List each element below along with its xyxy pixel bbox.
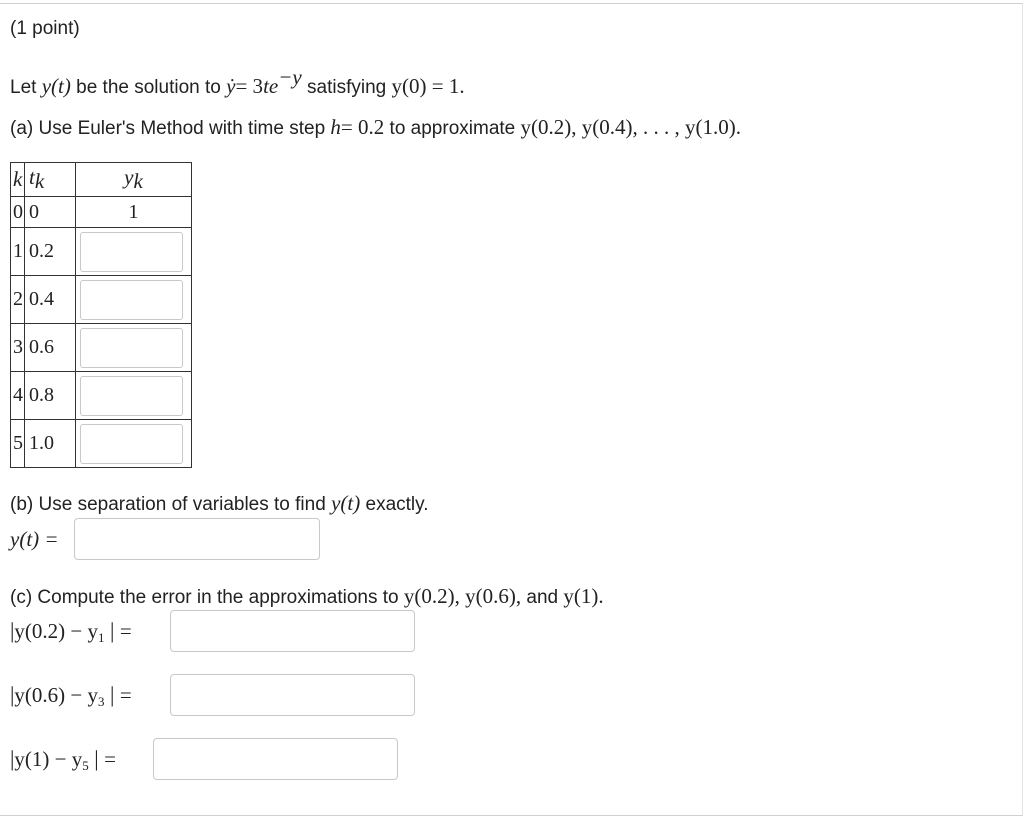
euler-header-row [11,163,192,197]
table-row [11,276,192,324]
header-t-sub: k [34,169,45,193]
table-row [11,197,192,228]
part-a-statement [10,114,741,142]
e1-eq: = [119,619,132,643]
error-label-2: $|y(0.6) - y_3$ | = [10,682,132,709]
e2-sub: 3 [98,694,105,709]
e3-eq: = [104,747,116,771]
row4-k: 4 [11,372,25,420]
table-row [11,420,192,468]
points-label: (1 point) [10,18,80,39]
part-c-pre: (c) Compute the error in the approximations to [10,587,399,608]
error-label-3: $|y(1) - y_5$ | = [10,746,116,773]
y1-input[interactable] [80,232,183,272]
y3-input[interactable] [80,328,183,368]
intro-yt: y(t) [41,74,71,98]
y2-input[interactable] [80,280,183,320]
part-b-yt: y(t) [331,491,361,515]
e1-sub: 1 [98,630,105,645]
header-y-sub: k [133,169,143,193]
euler-table [10,162,192,468]
intro-mid: be the solution to [76,77,221,98]
error-1-input[interactable] [170,610,415,652]
e1-inner: y(0.2) − y [14,619,98,643]
row1-k: 1 [11,228,25,276]
part-c-last: y(1). [563,584,604,608]
part-c-targets: y(0.2), y(0.6), [403,584,522,608]
row5-t: 1.0 [25,420,76,468]
y4-input[interactable] [80,376,183,416]
row2-k: 2 [11,276,25,324]
intro-eq: = 3 [235,74,264,98]
part-a-hval: = 0.2 [340,115,385,139]
part-a-h: h [330,115,341,139]
e2-inner: y(0.6) − y [14,683,98,707]
part-b-statement [10,490,429,518]
part-b-pre: (b) Use separation of variables to find [10,494,326,515]
row3-t: 0.6 [25,324,76,372]
part-c-statement [10,583,604,611]
part-b-post: exactly. [365,494,429,515]
row3-k: 3 [11,324,25,372]
header-k: k [13,167,23,191]
row1-t: 0.2 [25,228,76,276]
row5-k: 5 [11,420,25,468]
row0-k: 0 [11,197,25,228]
problem-statement [10,64,465,101]
row0-y: 1 [76,197,192,228]
intro-exp: −y [278,65,302,89]
row4-t: 0.8 [25,372,76,420]
part-a-pre: (a) Use Euler's Method with time step [10,118,326,139]
table-row [11,324,192,372]
error-2-input[interactable] [170,674,415,716]
table-row [11,372,192,420]
intro-ydot: ẏ [226,74,236,98]
row2-t: 0.4 [25,276,76,324]
table-row [11,228,192,276]
row0-t: 0 [25,197,76,228]
header-t: t [29,165,35,189]
error-3-input[interactable] [153,738,398,780]
part-b-label: y(t) = [10,527,59,551]
e3-sub: 5 [82,758,89,773]
exact-solution-input[interactable] [74,518,320,560]
intro-init: y(0) = 1. [391,74,465,98]
part-a-mid: to approximate [389,118,516,139]
intro-post: satisfying [307,77,387,98]
y5-input[interactable] [80,424,183,464]
part-a-targets: y(0.2), y(0.4), . . . , y(1.0). [520,115,741,139]
part-c-and: and [526,587,559,608]
e3-inner: y(1) − y [14,747,83,771]
intro-pre: Let [10,77,37,98]
intro-te: te [263,74,279,98]
error-label-1: $|y(0.2) - y_1$ | = [10,618,132,645]
header-y: y [124,165,134,189]
e2-eq: = [119,683,132,707]
